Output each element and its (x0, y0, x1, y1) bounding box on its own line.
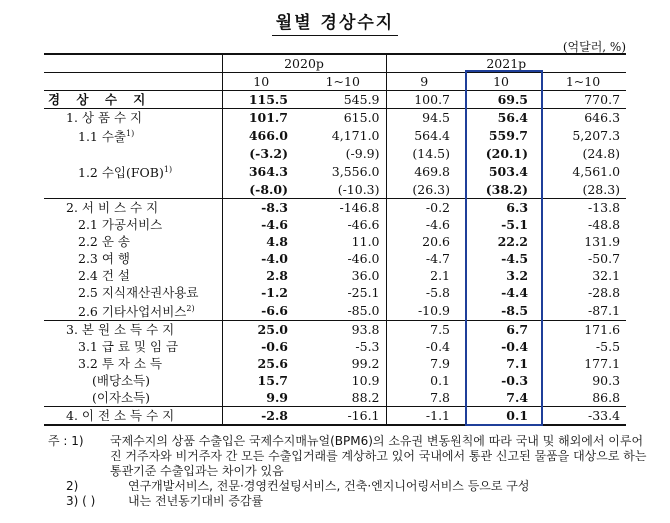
table-row (44, 321, 626, 339)
header-col: 1~10 (300, 73, 386, 91)
footnote (48, 434, 648, 479)
value-cell: 364.3 (222, 162, 300, 181)
table-row (44, 162, 626, 181)
table-row (44, 389, 626, 407)
value-cell: -28.8 (587, 284, 621, 300)
value-cell: 770.7 (540, 91, 626, 109)
value-cell: 93.8 (300, 321, 386, 339)
row-label: 4. 이 전 소 득 수 지 (44, 407, 222, 426)
header-blank (44, 54, 222, 73)
row-label (44, 145, 222, 162)
value-cell: -25.1 (347, 284, 380, 300)
value-cell: 559.7 (488, 127, 529, 143)
value-cell: 9.9 (222, 389, 300, 407)
footnote-key: 주 : 1) (48, 434, 84, 448)
value-cell: 101.7 (222, 109, 300, 127)
row-label: 2. 서 비 스 수 지 (44, 199, 222, 217)
row-label: 2.5 지식재산권사용료 (78, 284, 199, 300)
row-label: 3. 본 원 소 득 수 지 (44, 321, 222, 339)
value-cell: 564.4 (386, 126, 462, 145)
row-label (44, 181, 222, 199)
table-row (44, 126, 626, 145)
value-cell: -6.6 (222, 301, 300, 321)
row-label: 2.4 건 설 (78, 267, 130, 283)
header-row-periods (44, 73, 626, 91)
value-cell: (26.3) (386, 181, 462, 199)
table-row (44, 250, 626, 267)
table-row (44, 233, 626, 250)
table-row (44, 407, 626, 426)
value-cell: 131.9 (584, 233, 621, 249)
row-label: 3.2 투 자 소 득 (78, 355, 163, 371)
value-cell: -87.1 (587, 302, 621, 318)
row-label: 2.3 여 행 (78, 250, 130, 266)
value-cell: (-8.0) (222, 181, 300, 199)
table-row (44, 181, 626, 199)
total-row (44, 91, 626, 109)
row-label: 1.1 수출$^{1)}$ (78, 129, 135, 145)
value-cell: (38.2) (485, 181, 529, 197)
table-row (44, 109, 626, 127)
value-cell: 99.2 (351, 355, 380, 371)
row-label: (이자소득) (92, 389, 151, 405)
value-cell: 7.1 (506, 355, 529, 371)
value-cell: 2.1 (386, 267, 462, 284)
value-cell: (20.1) (485, 145, 529, 161)
value-cell: (-3.2) (222, 145, 300, 162)
value-cell: -1.1 (386, 407, 462, 426)
value-cell: 503.4 (488, 163, 529, 179)
current-account-table (44, 53, 626, 426)
header-col: 9 (386, 73, 462, 91)
value-cell: 86.8 (592, 389, 621, 405)
value-cell: -4.7 (386, 250, 462, 267)
value-cell: -0.3 (501, 372, 529, 388)
value-cell: 100.7 (386, 91, 462, 109)
footnote-key: 3) ( ) (66, 494, 96, 508)
value-cell: -50.7 (587, 250, 621, 266)
value-cell: 94.5 (386, 109, 462, 127)
value-cell: 7.9 (386, 355, 462, 372)
value-cell: 0.1 (462, 407, 540, 426)
value-cell: 3,556.0 (331, 163, 380, 179)
value-cell: 469.8 (386, 162, 462, 181)
value-cell: (-10.3) (337, 181, 380, 197)
value-cell: -33.4 (540, 407, 626, 426)
table-row (44, 284, 626, 301)
value-cell: -10.9 (386, 301, 462, 321)
value-cell: 32.1 (592, 267, 621, 283)
header-col: 10 (462, 73, 540, 91)
value-cell: -4.4 (501, 284, 529, 300)
value-cell: (14.5) (386, 145, 462, 162)
value-cell: 466.0 (222, 126, 300, 145)
value-cell: 7.5 (386, 321, 462, 339)
value-cell: -146.8 (300, 199, 386, 217)
value-cell: -46.6 (347, 216, 380, 232)
footnote-text: 내는 전년동기대비 증감률 (128, 494, 264, 508)
value-cell: (28.3) (582, 181, 621, 197)
value-cell: -8.5 (501, 302, 529, 318)
header-col: 10 (222, 73, 300, 91)
value-cell: -13.8 (540, 199, 626, 217)
value-cell: 646.3 (540, 109, 626, 127)
value-cell: 115.5 (222, 91, 300, 109)
value-cell: 4.8 (222, 233, 300, 250)
value-cell: -8.3 (222, 199, 300, 217)
value-cell: 177.1 (584, 355, 621, 371)
table-row (44, 216, 626, 233)
value-cell: -85.0 (347, 302, 380, 318)
table-title: 월별 경상수지 (0, 8, 670, 33)
value-cell: -0.6 (222, 338, 300, 355)
footnote-text: 연구개발서비스, 전문·경영컨설팅서비스, 건축·엔지니어링서비스 등으로 구성 (128, 479, 530, 493)
row-label: 2.2 운 송 (78, 233, 130, 249)
value-cell: -4.6 (386, 216, 462, 233)
footnote-text: 국제수지의 상품 수출입은 국제수지매뉴얼(BPM6)의 소유권 변동원칙에 따라 국내 및 해외에서 이루어진 거주자와 비거주자 간 모든 수출입거래를 계상하고 있어 국내에서 통관 신고된 물품을 대상으로 하는 통관기준 수출입과는 차이가 있음 (110, 434, 647, 478)
value-cell: 90.3 (592, 372, 621, 388)
row-label: 1.2 수입(FOB)$^{1)}$ (78, 165, 173, 181)
value-cell: 171.6 (540, 321, 626, 339)
value-cell: 56.4 (462, 109, 540, 127)
value-cell: 36.0 (351, 267, 380, 283)
value-cell: 88.2 (351, 389, 380, 405)
value-cell: 25.0 (222, 321, 300, 339)
value-cell: 69.5 (462, 91, 540, 109)
value-cell: -16.1 (300, 407, 386, 426)
value-cell: -4.0 (222, 250, 300, 267)
row-label: (배당소득) (92, 372, 151, 388)
header-col: 1~10 (540, 73, 626, 91)
table-row (44, 199, 626, 217)
footnote-key: 2) (66, 479, 79, 493)
value-cell: -46.0 (347, 250, 380, 266)
header-row-years (44, 54, 626, 73)
table-row (44, 267, 626, 284)
value-cell: 22.2 (497, 233, 529, 249)
value-cell: -0.4 (501, 338, 529, 354)
value-cell: 545.9 (300, 91, 386, 109)
value-cell: -5.8 (386, 284, 462, 301)
value-cell: 5,207.3 (572, 127, 621, 143)
value-cell: -5.3 (355, 338, 380, 354)
value-cell: 7.8 (386, 389, 462, 407)
row-label: 경 상 수 지 (44, 91, 222, 109)
value-cell: -4.6 (222, 216, 300, 233)
row-label: 3.1 급 료 및 임 금 (78, 338, 179, 354)
value-cell: -1.2 (222, 284, 300, 301)
value-cell: 4,561.0 (572, 163, 621, 179)
value-cell: -5.5 (595, 338, 621, 354)
header-2020: 2020p (222, 54, 386, 73)
value-cell: 3.2 (506, 267, 529, 283)
header-2021: 2021p (386, 54, 626, 73)
value-cell: (-9.9) (345, 145, 380, 161)
value-cell: -4.5 (501, 250, 529, 266)
table-row (44, 301, 626, 321)
value-cell: -48.8 (587, 216, 621, 232)
value-cell: 6.7 (462, 321, 540, 339)
table-row (44, 372, 626, 389)
value-cell: -2.8 (222, 407, 300, 426)
value-cell: -0.4 (386, 338, 462, 355)
value-cell: 0.1 (386, 372, 462, 389)
value-cell: 6.3 (462, 199, 540, 217)
value-cell: 2.8 (222, 267, 300, 284)
unit-label: (억달러, %) (562, 40, 626, 54)
value-cell: 20.6 (386, 233, 462, 250)
value-cell: (24.8) (582, 145, 621, 161)
value-cell: 7.4 (506, 389, 529, 405)
row-label: 1. 상 품 수 지 (44, 109, 222, 127)
value-cell: 4,171.0 (331, 127, 380, 143)
row-label: 2.6 기타사업서비스$^{2)}$ (78, 304, 195, 320)
value-cell: 10.9 (351, 372, 380, 388)
value-cell: -5.1 (501, 216, 529, 232)
row-label: 2.1 가공서비스 (78, 216, 163, 232)
value-cell: 15.7 (222, 372, 300, 389)
table-row (44, 355, 626, 372)
value-cell: -0.2 (386, 199, 462, 217)
footnotes (48, 434, 648, 509)
table-row (44, 338, 626, 355)
header-blank (44, 73, 222, 91)
footnote (48, 479, 648, 494)
value-cell: 615.0 (300, 109, 386, 127)
footnote (48, 494, 648, 509)
table-row (44, 145, 626, 162)
value-cell: 11.0 (351, 233, 380, 249)
value-cell: 25.6 (222, 355, 300, 372)
